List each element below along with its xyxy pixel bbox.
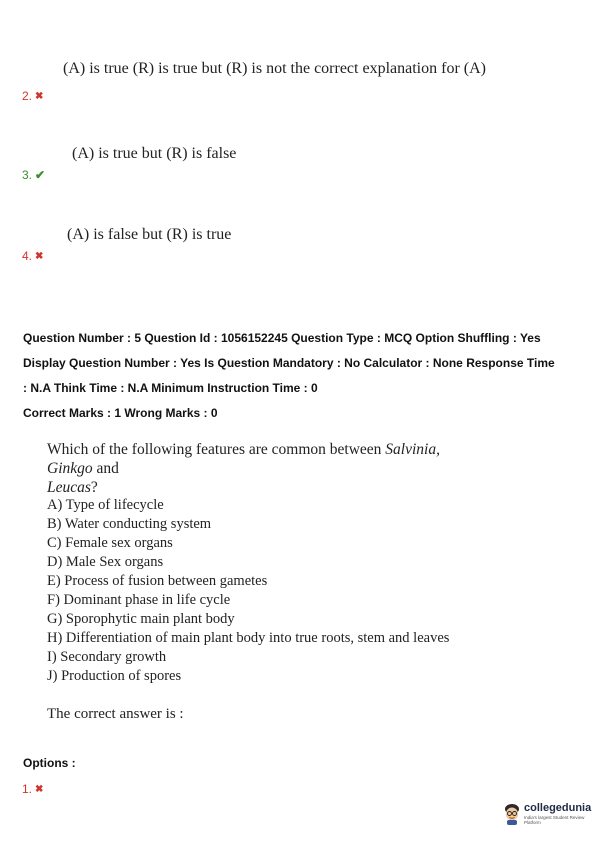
feature-item: D) Male Sex organs [47, 554, 164, 570]
feature-item: B) Water conducting system [47, 516, 212, 532]
brand-logo [503, 803, 595, 825]
question-marks: Correct Marks : 1 Wrong Marks : 0 [23, 406, 218, 420]
feature-item: I) Secondary growth [47, 649, 167, 665]
feature-item: C) Female sex organs [47, 535, 173, 551]
cross-icon: ✖ [35, 90, 44, 102]
answer-prompt: The correct answer is : [47, 706, 184, 722]
question-prefix: Which of the following features are common between [47, 441, 386, 458]
options-heading: Options : [23, 756, 76, 770]
option-3-number [22, 168, 45, 182]
species-leucas: Leucas [47, 479, 91, 496]
feature-item: E) Process of fusion between gametes [47, 573, 268, 589]
species-ginkgo: Ginkgo [47, 460, 93, 477]
species-salvinia: Salvinia, [385, 441, 440, 458]
brand-name: collegedunia [524, 802, 592, 814]
brand-tagline: India's largest Student Review Platform [524, 815, 585, 825]
feature-item: F) Dominant phase in life cycle [47, 592, 231, 608]
question-meta-line-1: Question Number : 5 Question Id : 1056152245 Question Type : MCQ Option Shuffling : Yes [23, 331, 541, 345]
option-3-label: 3. [22, 168, 33, 182]
feature-item: H) Differentiation of main plant body into true roots, stem and leaves [47, 630, 450, 646]
option-4-number [22, 249, 43, 263]
option-1-number [22, 782, 43, 796]
cross-icon: ✖ [35, 250, 44, 262]
collegedunia-mascot-icon [503, 803, 521, 825]
feature-item: J) Production of spores [47, 668, 182, 684]
option-3-text: (A) is true but (R) is false [72, 145, 237, 162]
option-1-label: 1. [22, 782, 33, 796]
option-2-text: (A) is true (R) is true but (R) is not the correct explanation for (A) [63, 60, 486, 77]
question-suffix: ? [90, 479, 98, 496]
option-2-label: 2. [22, 89, 33, 103]
option-2-number [22, 89, 43, 103]
brand-text [524, 803, 595, 825]
cross-icon: ✖ [35, 783, 44, 795]
option-4-text: (A) is false but (R) is true [67, 226, 232, 243]
question-text [47, 440, 467, 497]
feature-item: G) Sporophytic main plant body [47, 611, 235, 627]
question-meta-line-2: Display Question Number : Yes Is Question Mandatory : No Calculator : None Response Time [23, 356, 555, 370]
check-icon: ✔ [35, 168, 46, 182]
question-and: and [92, 460, 119, 477]
question-meta [23, 326, 583, 426]
feature-list [47, 496, 449, 686]
feature-item: A) Type of lifecycle [47, 497, 164, 513]
question-meta-line-3: : N.A Think Time : N.A Minimum Instruction Time : 0 [23, 381, 318, 395]
option-4-label: 4. [22, 249, 33, 263]
